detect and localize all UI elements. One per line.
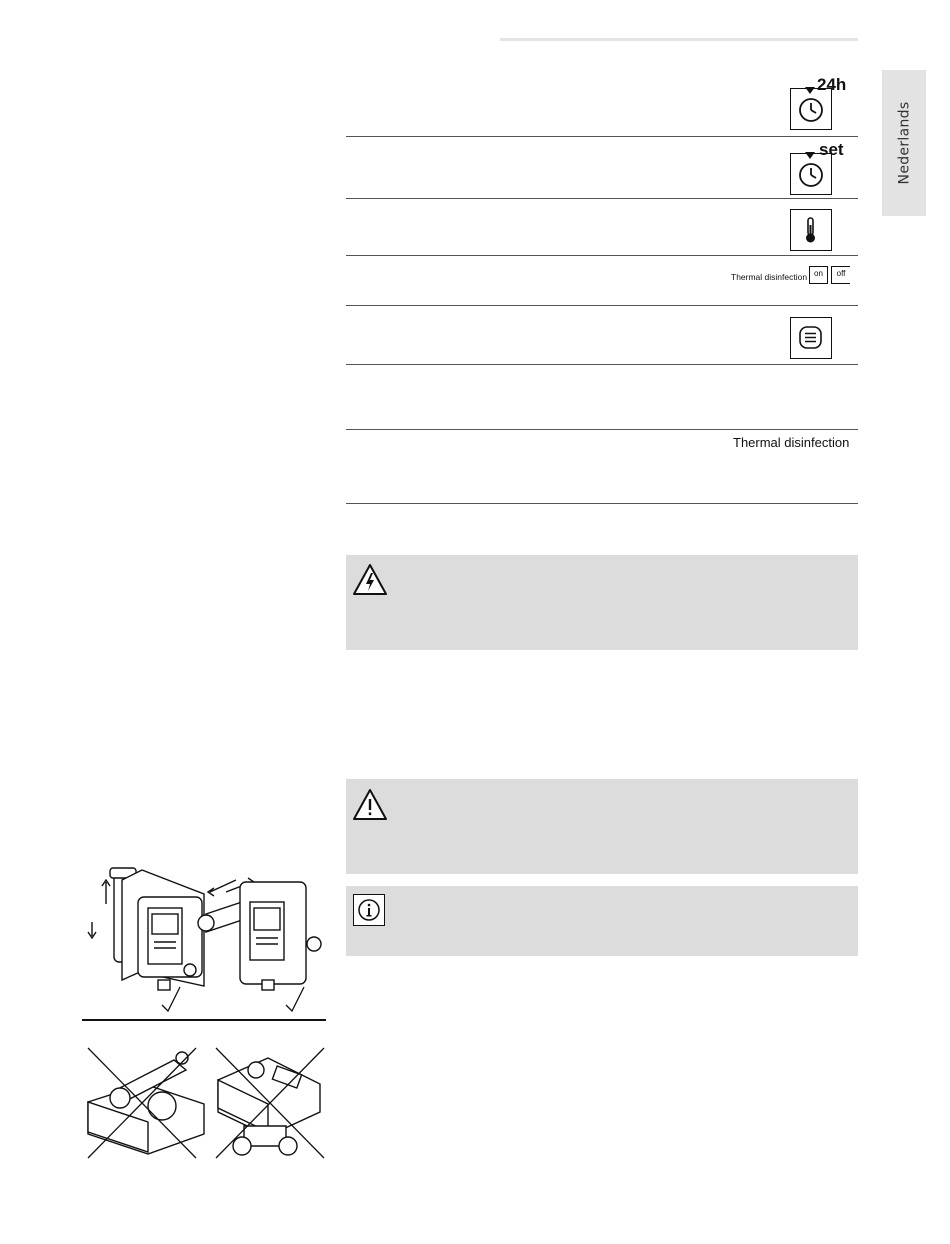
language-tab-label: Nederlands <box>896 101 912 185</box>
warning-notice <box>346 779 858 874</box>
pump-vertical-ok <box>88 868 204 990</box>
thermal-disinfection-small-label: Thermal disinfection <box>731 272 808 282</box>
row-divider <box>346 364 858 365</box>
pump-orientation-correct-illustration <box>82 862 332 1017</box>
header-rule <box>500 38 858 41</box>
pump-upside-not-ok <box>88 1052 204 1154</box>
row-divider <box>346 136 858 137</box>
info-notice <box>346 886 858 956</box>
warning-icon <box>352 787 388 823</box>
electric-hazard-notice <box>346 555 858 650</box>
check-icon <box>286 987 304 1011</box>
language-tab[interactable] <box>882 70 926 216</box>
row-divider <box>346 198 858 199</box>
timer-set-superscript: set <box>819 140 844 159</box>
electric-hazard-icon <box>352 562 388 598</box>
illustration-divider <box>82 1019 326 1021</box>
thermometer-icon <box>790 209 832 251</box>
row-divider <box>346 255 858 256</box>
menu-icon <box>790 317 832 359</box>
pump-horizontal-ok <box>198 878 321 990</box>
info-icon <box>353 894 385 926</box>
timer-24h-superscript: 24h <box>817 75 847 94</box>
row-divider <box>346 305 858 306</box>
off-button[interactable]: off <box>831 266 850 284</box>
on-button[interactable]: on <box>809 266 828 284</box>
row-divider <box>346 503 858 504</box>
row-divider <box>346 429 858 430</box>
timer-marker-icon <box>804 151 816 161</box>
pump-orientation-incorrect-illustration <box>78 1040 330 1165</box>
timer-marker-icon <box>804 86 816 96</box>
thermal-disinfection-label: Thermal disinfection <box>733 435 850 450</box>
